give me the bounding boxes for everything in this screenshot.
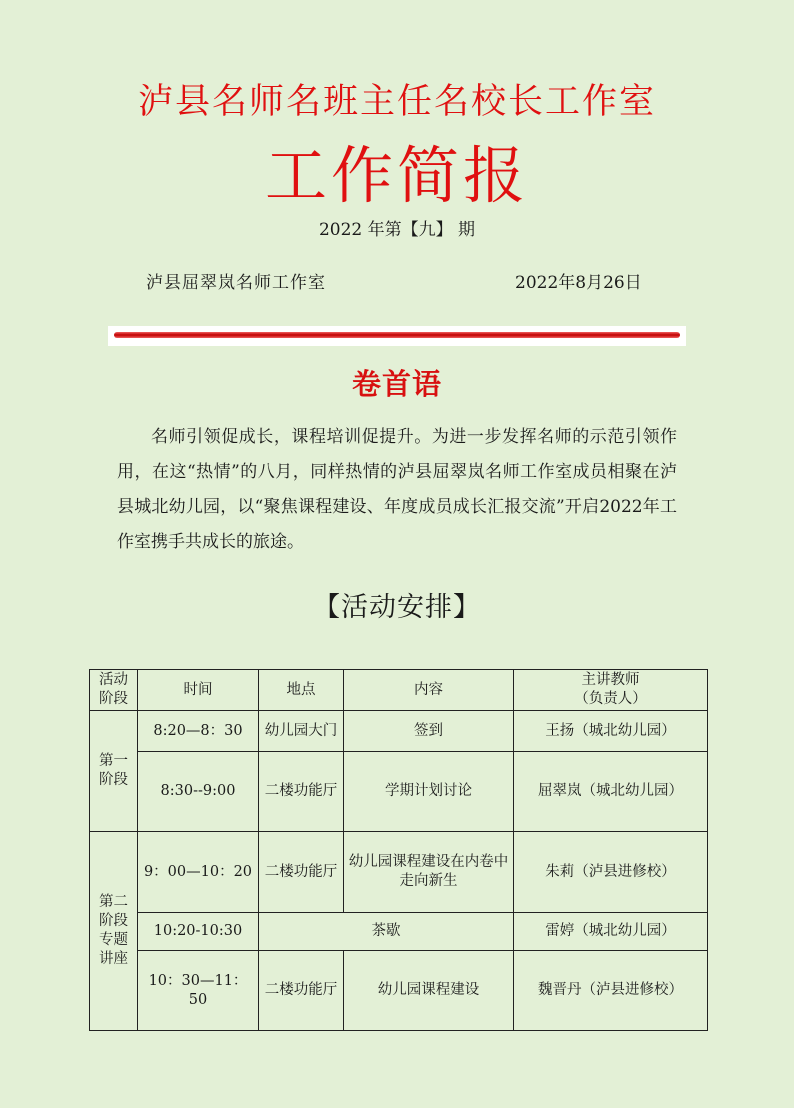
time-cell: 10：30—11：50 xyxy=(138,951,259,1031)
preface-paragraph: 名师引领促成长，课程培训促提升。为进一步发挥名师的示范引领作用，在这“热情”的八月，同样热情的泸县屈翠岚名师工作室成员相聚在泸县城北幼儿园，以“聚焦课程建设、年度成员成长汇报交流”开启2022年工作室携手共成长的旅途。 xyxy=(117,427,677,552)
issue-number: 2022 年第【九】 期 xyxy=(318,220,476,240)
header-teacher xyxy=(514,670,708,711)
header-teacher-line1: 主讲教师 xyxy=(581,672,640,688)
header-stage: 活动阶段 xyxy=(90,670,138,711)
issue-date: 2022年8月26日 xyxy=(515,273,642,293)
teacher-cell: 雷婷（城北幼儿园） xyxy=(514,913,708,951)
place-cell: 二楼功能厅 xyxy=(259,752,344,832)
stage-cell: 第二阶段专题讲座 xyxy=(90,832,138,1031)
teacher-cell: 朱莉（泸县进修校） xyxy=(514,832,708,913)
content-cell: 幼儿园课程建设 xyxy=(344,951,514,1031)
teacher-cell: 王扬（城北幼儿园） xyxy=(514,711,708,752)
teacher-cell: 魏晋丹（泸县进修校） xyxy=(514,951,708,1031)
table-row xyxy=(90,752,708,832)
content-cell: 幼儿园课程建设在内卷中走向新生 xyxy=(344,832,514,913)
schedule-table xyxy=(89,669,708,1031)
header-content: 内容 xyxy=(344,670,514,711)
content-cell: 学期计划讨论 xyxy=(344,752,514,832)
time-cell: 8:20—8：30 xyxy=(138,711,259,752)
place-cell: 幼儿园大门 xyxy=(259,711,344,752)
stage-cell: 第一阶段 xyxy=(90,711,138,832)
header-teacher-line2: （负责人） xyxy=(574,691,647,707)
place-cell: 二楼功能厅 xyxy=(259,951,344,1031)
content-cell: 茶歇 xyxy=(259,913,514,951)
table-row xyxy=(90,913,708,951)
time-cell: 10:20-10:30 xyxy=(138,913,259,951)
place-cell: 二楼功能厅 xyxy=(259,832,344,913)
table-row xyxy=(90,832,708,913)
time-cell: 8:30--9:00 xyxy=(138,752,259,832)
org-title: 泸县名师名班主任名校长工作室 xyxy=(137,82,656,122)
header-place: 地点 xyxy=(259,670,344,711)
header-time: 时间 xyxy=(138,670,259,711)
studio-name: 泸县屈翠岚名师工作室 xyxy=(146,273,326,293)
arrangement-title: 【活动安排】 xyxy=(313,592,481,623)
table-row xyxy=(90,711,708,752)
teacher-cell: 屈翠岚（城北幼儿园） xyxy=(514,752,708,832)
table-row xyxy=(90,951,708,1031)
red-divider xyxy=(108,326,686,346)
time-cell: 9：00—10：20 xyxy=(138,832,259,913)
preface-title: 卷首语 xyxy=(351,367,442,401)
bulletin-title: 工作简报 xyxy=(264,139,529,212)
content-cell: 签到 xyxy=(344,711,514,752)
table-header-row xyxy=(90,670,708,711)
